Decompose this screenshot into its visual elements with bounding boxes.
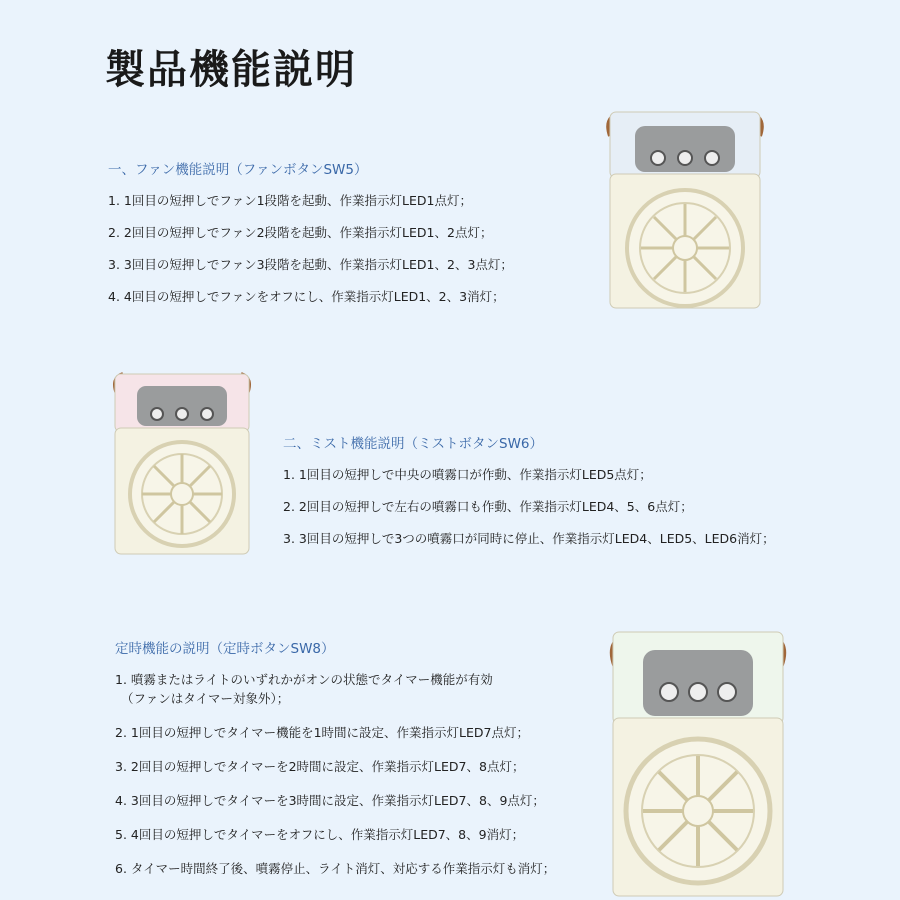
list-item: 2. 1回目の短押しでタイマー機能を1時間に設定、作業指示灯LED7点灯； (115, 725, 529, 740)
product-illustration (612, 632, 783, 896)
list-item: 5. 4回目の短押しでタイマーをオフにし、作業指示灯LED7、8、9消灯； (115, 827, 525, 842)
list-item: 4. 3回目の短押しでタイマーを3時間に設定、作業指示灯LED7、8、9点灯； (115, 793, 545, 808)
section-mist (283, 432, 775, 562)
list-item: 3. 2回目の短押しでタイマーを2時間に設定、作業指示灯LED7、8点灯； (115, 759, 525, 774)
product-image-fan-3 (603, 626, 793, 898)
list-item: 4. 4回目の短押しでファンをオフにし、作業指示灯LED1、2、3消灯； (108, 289, 505, 304)
product-image-fan-2 (107, 370, 257, 556)
list-item: 2. 2回目の短押しでファン2段階を起動、作業指示灯LED1、2点灯； (108, 225, 493, 240)
product-illustration (608, 112, 762, 308)
section-heading: 定時機能の説明（定時ボタンSW8） (115, 641, 335, 657)
list-item: 1. 噴霧またはライトのいずれかがオンの状態でタイマー機能が有効 (115, 672, 493, 687)
list-item-continuation: （ファンはタイマー対象外）； (121, 691, 290, 706)
section-heading: 二、ミスト機能説明（ミストボタンSW6） (283, 436, 544, 452)
list-item: 2. 2回目の短押しで左右の噴霧口も作動、作業指示灯LED4、5、6点灯； (283, 499, 693, 514)
list-item: 3. 3回目の短押しでファン3段階を起動、作業指示灯LED1、2、3点灯； (108, 257, 513, 272)
list-item: 6. タイマー時間終了後、噴霧停止、ライト消灯、対応する作業指示灯も消灯； (115, 861, 556, 876)
page-title: 製品機能説明 (105, 47, 357, 93)
list-item: 3. 3回目の短押しで3つの噴霧口が同時に停止、作業指示灯LED4、LED5、LED6消灯； (283, 531, 775, 546)
section-timer (115, 637, 555, 894)
list-item: 1. 1回目の短押しで中央の噴霧口が作動、作業指示灯LED5点灯； (283, 467, 652, 482)
list-item: 1. 1回目の短押しでファン1段階を起動、作業指示灯LED1点灯； (108, 193, 472, 208)
product-illustration (115, 374, 249, 554)
section-heading: 一、ファン機能説明（ファンボタンSW5） (108, 162, 368, 178)
section-fan (108, 158, 513, 320)
product-image-fan-1 (600, 108, 770, 310)
